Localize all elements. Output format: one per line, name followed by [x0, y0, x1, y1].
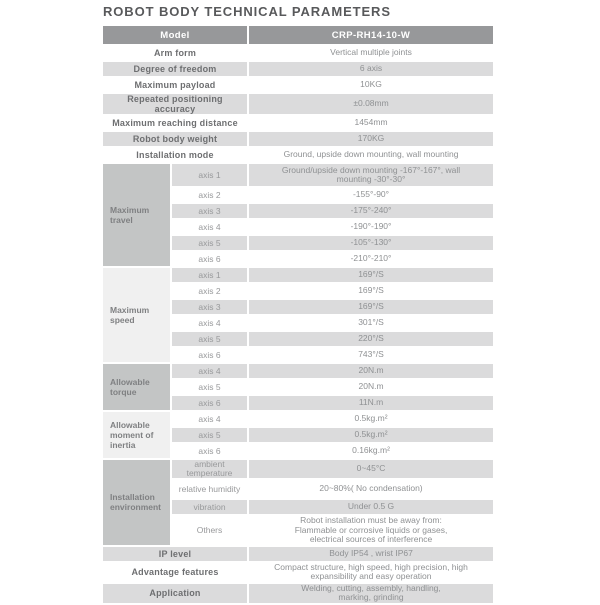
axis-label: axis 4 — [172, 364, 247, 378]
row-installation-mode — [103, 148, 493, 162]
axis-label: axis 5 — [172, 236, 247, 250]
env-label: relative humidity — [172, 480, 247, 498]
axis-label: axis 4 — [172, 316, 247, 330]
axis-label: axis 6 — [172, 252, 247, 266]
axis-label: axis 6 — [172, 444, 247, 458]
row-label: Application — [103, 584, 247, 603]
header-model-value: CRP-RH14-10-W — [249, 26, 493, 44]
axis-label: axis 6 — [172, 396, 247, 410]
row-value: 10KG — [249, 78, 493, 92]
row-value: -210°-210° — [249, 252, 493, 266]
axis-label: axis 5 — [172, 332, 247, 346]
axis-label: axis 5 — [172, 428, 247, 442]
page-title: ROBOT BODY TECHNICAL PARAMETERS — [103, 4, 391, 19]
row-value: Under 0.5 G — [249, 500, 493, 514]
row-value: ±0.08mm — [249, 94, 493, 114]
row-label: Arm form — [103, 46, 247, 60]
row-degree-of-freedom — [103, 62, 493, 76]
axis-label: axis 1 — [172, 164, 247, 186]
axis-label: axis 2 — [172, 188, 247, 202]
row-value: Vertical multiple joints — [249, 46, 493, 60]
row-value — [249, 563, 493, 582]
row-value: Ground, upside down mounting, wall mounting — [249, 148, 493, 162]
group-label-maximum-travel: Maximum travel — [103, 164, 170, 266]
group-label-allowable-moment-of-inertia: Allowable moment of inertia — [103, 412, 170, 458]
row-label: Degree of freedom — [103, 62, 247, 76]
row-value — [249, 516, 493, 545]
row-value: 6 axis — [249, 62, 493, 76]
row-label — [103, 94, 247, 114]
row-value: 20N.m — [249, 380, 493, 394]
row-torque-axis4 — [103, 364, 493, 378]
row-label: Maximum payload — [103, 78, 247, 92]
group-label-installation-environment: Installation environment — [103, 460, 170, 545]
env-label: ambient temperature — [172, 460, 247, 478]
row-maximum-reaching-distance — [103, 116, 493, 130]
row-label: Maximum reaching distance — [103, 116, 247, 130]
axis-label: axis 2 — [172, 284, 247, 298]
row-value: 0.5kg.m² — [249, 412, 493, 426]
row-label: Installation mode — [103, 148, 247, 162]
row-value-text: Robot installation must be away from: Flammable or corrosive liquids or gases, electrical sources of interference — [294, 515, 448, 544]
env-label: vibration — [172, 500, 247, 514]
row-label: Robot body weight — [103, 132, 247, 146]
row-value: 301°/S — [249, 316, 493, 330]
row-ambient-temperature — [103, 460, 493, 478]
group-label-maximum-speed: Maximum speed — [103, 268, 170, 362]
row-value-text: Compact structure, high speed, high precision, high expansibility and easy operation — [274, 561, 468, 581]
row-value: 170KG — [249, 132, 493, 146]
row-value: -175°-240° — [249, 204, 493, 218]
row-repeated-positioning-accuracy — [103, 94, 493, 114]
row-value: 0.5kg.m² — [249, 428, 493, 442]
axis-label: axis 4 — [172, 220, 247, 234]
row-robot-body-weight — [103, 132, 493, 146]
row-value-text: Ground/upside down mounting -167°-167°, wall mounting -30°-30° — [281, 164, 461, 184]
row-travel-axis1 — [103, 164, 493, 186]
row-value: 169°/S — [249, 300, 493, 314]
row-advantage-features — [103, 563, 493, 582]
row-value: Body IP54 , wrist IP67 — [249, 547, 493, 561]
row-maximum-payload — [103, 78, 493, 92]
env-label: Others — [172, 516, 247, 545]
axis-label: axis 4 — [172, 412, 247, 426]
row-value: -155°-90° — [249, 188, 493, 202]
axis-label: axis 5 — [172, 380, 247, 394]
row-label-text: Repeated positioning accuracy — [127, 94, 223, 114]
row-value: 169°/S — [249, 268, 493, 282]
row-label: IP level — [103, 547, 247, 561]
row-value: 169°/S — [249, 284, 493, 298]
row-value: 1454mm — [249, 116, 493, 130]
axis-label: axis 3 — [172, 204, 247, 218]
axis-label: axis 3 — [172, 300, 247, 314]
table-header-row — [103, 26, 493, 44]
row-value: 11N.m — [249, 396, 493, 410]
row-value: 0~45°C — [249, 460, 493, 478]
row-ip-level — [103, 547, 493, 561]
row-value: 20~80%( No condensation) — [249, 480, 493, 498]
spec-table — [101, 24, 495, 605]
row-arm-form — [103, 46, 493, 60]
header-model-label: Model — [103, 26, 247, 44]
row-inertia-axis4 — [103, 412, 493, 426]
group-label-allowable-torque: Allowable torque — [103, 364, 170, 410]
row-value: 743°/S — [249, 348, 493, 362]
row-value: -105°-130° — [249, 236, 493, 250]
axis-label: axis 6 — [172, 348, 247, 362]
axis-label: axis 1 — [172, 268, 247, 282]
row-value: -190°-190° — [249, 220, 493, 234]
row-speed-axis1 — [103, 268, 493, 282]
row-value-text: Welding, cutting, assembly, handling, marking, grinding — [301, 582, 441, 602]
row-value: 220°/S — [249, 332, 493, 346]
spec-content — [101, 4, 499, 605]
row-value: 0.16kg.m² — [249, 444, 493, 458]
row-value: 20N.m — [249, 364, 493, 378]
row-label: Advantage features — [103, 563, 247, 582]
row-value — [249, 164, 493, 186]
